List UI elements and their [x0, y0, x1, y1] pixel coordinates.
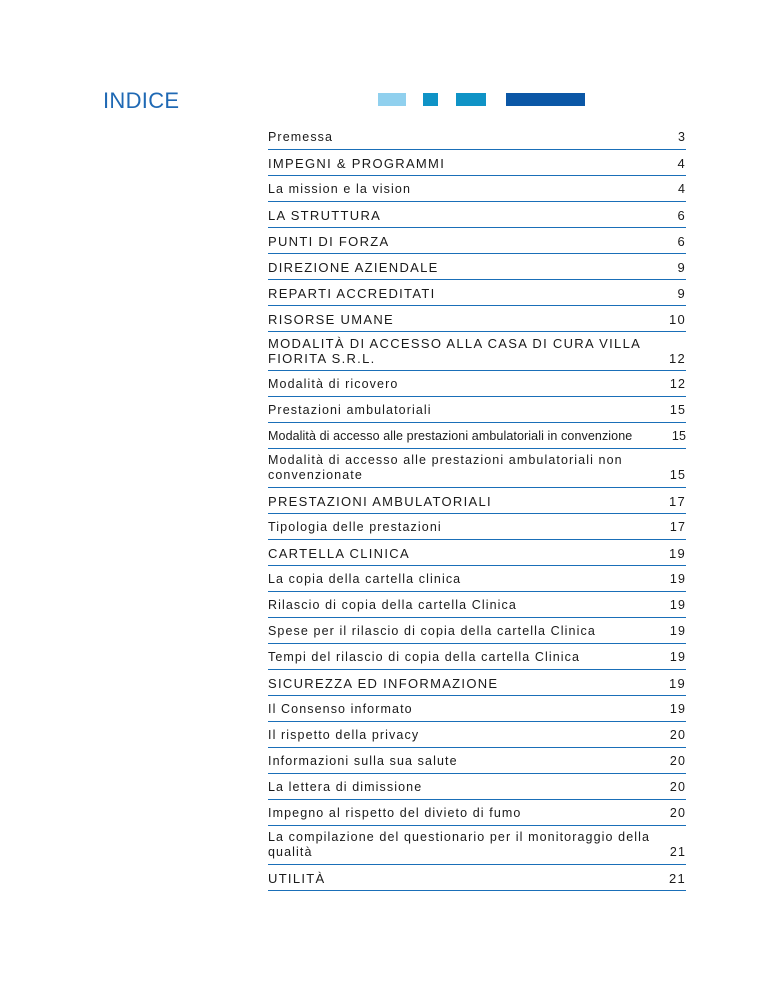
toc-entry[interactable] [268, 280, 686, 306]
toc-entry-label: RISORSE UMANE [268, 312, 394, 327]
toc-entry-label: IMPEGNI & PROGRAMMI [268, 156, 446, 171]
toc-entry-page: 6 [677, 234, 686, 249]
toc-entry-label: Impegno al rispetto del divieto di fumo [268, 806, 522, 820]
toc-entry[interactable] [268, 371, 686, 397]
toc-entry-label: REPARTI ACCREDITATI [268, 286, 436, 301]
decor-bar-1 [378, 93, 406, 106]
toc-entry[interactable] [268, 202, 686, 228]
toc-entry-label: SICUREZZA ED INFORMAZIONE [268, 676, 499, 691]
toc-entry[interactable] [268, 696, 686, 722]
toc-entry-page: 12 [668, 351, 686, 366]
toc-entry-label: CARTELLA CLINICA [268, 546, 410, 561]
toc-entry-page: 19 [669, 598, 686, 612]
toc-entry[interactable] [268, 865, 686, 891]
toc-entry-page: 19 [669, 572, 686, 586]
toc-entry[interactable] [268, 800, 686, 826]
toc-entry-page: 17 [668, 494, 686, 509]
toc-entry-page: 19 [668, 546, 686, 561]
table-of-contents [268, 124, 686, 891]
toc-entry-page: 19 [669, 624, 686, 638]
toc-entry-label: Tempi del rilascio di copia della cartella Clinica [268, 650, 581, 664]
toc-entry-label: Tipologia delle prestazioni [268, 520, 442, 534]
toc-entry-page: 4 [677, 182, 686, 196]
toc-entry-label: La copia della cartella clinica [268, 572, 462, 586]
toc-entry[interactable] [268, 644, 686, 670]
toc-entry[interactable] [268, 397, 686, 423]
toc-entry-label: La compilazione del questionario per il monitoraggio della qualità [268, 830, 651, 859]
toc-entry[interactable] [268, 540, 686, 566]
decor-bar-3 [456, 93, 486, 106]
toc-entry[interactable] [268, 124, 686, 150]
toc-entry-page: 10 [668, 312, 686, 327]
toc-entry[interactable] [268, 228, 686, 254]
toc-entry-label: Spese per il rilascio di copia della cartella Clinica [268, 624, 596, 638]
toc-entry[interactable] [268, 566, 686, 592]
toc-entry[interactable] [268, 150, 686, 176]
toc-entry-page: 20 [669, 806, 686, 820]
toc-entry-label: Modalità di accesso alle prestazioni ambulatoriali non convenzionate [268, 453, 623, 482]
toc-entry[interactable] [268, 592, 686, 618]
toc-entry-label: La lettera di dimissione [268, 780, 423, 794]
toc-entry[interactable] [268, 618, 686, 644]
decor-bar-2 [423, 93, 438, 106]
toc-entry[interactable] [268, 670, 686, 696]
toc-entry-label: DIREZIONE AZIENDALE [268, 260, 439, 275]
toc-entry-label: Modalità di ricovero [268, 377, 399, 391]
toc-entry[interactable] [268, 488, 686, 514]
toc-entry[interactable] [268, 176, 686, 202]
toc-entry-page: 20 [669, 728, 686, 742]
toc-entry[interactable] [268, 826, 686, 865]
toc-entry-label: Prestazioni ambulatoriali [268, 403, 432, 417]
toc-entry-page: 19 [669, 650, 686, 664]
toc-entry[interactable] [268, 449, 686, 488]
toc-entry-label: UTILITÀ [268, 871, 326, 886]
toc-entry[interactable] [268, 722, 686, 748]
toc-entry[interactable] [268, 423, 686, 449]
toc-entry[interactable] [268, 254, 686, 280]
toc-entry-label: Rilascio di copia della cartella Clinica [268, 598, 517, 612]
toc-entry-page: 15 [669, 468, 686, 482]
toc-entry-label: LA STRUTTURA [268, 208, 382, 223]
toc-entry-label: PUNTI DI FORZA [268, 234, 390, 249]
toc-entry[interactable] [268, 514, 686, 540]
toc-entry-label: MODALITÀ DI ACCESSO ALLA CASA DI CURA VILLA FIORITA S.R.L. [268, 336, 641, 366]
toc-entry-label: Modalità di accesso alle prestazioni ambulatoriali in convenzione [268, 429, 633, 443]
toc-entry-page: 12 [669, 377, 686, 391]
toc-entry-page: 6 [677, 208, 686, 223]
toc-entry[interactable] [268, 774, 686, 800]
toc-entry-page: 21 [668, 871, 686, 886]
toc-entry[interactable] [268, 748, 686, 774]
toc-entry-page: 15 [669, 403, 686, 417]
toc-entry-page: 20 [669, 754, 686, 768]
toc-entry-page: 3 [677, 130, 686, 144]
toc-entry-page: 9 [677, 260, 686, 275]
toc-entry-label: Il Consenso informato [268, 702, 413, 716]
toc-entry-label: PRESTAZIONI AMBULATORIALI [268, 494, 492, 509]
toc-entry[interactable] [268, 332, 686, 371]
toc-entry-page: 17 [669, 520, 686, 534]
toc-entry-page: 4 [677, 156, 686, 171]
toc-entry-page: 15 [671, 429, 686, 443]
toc-entry-page: 9 [677, 286, 686, 301]
toc-entry[interactable] [268, 306, 686, 332]
toc-entry-label: Premessa [268, 130, 334, 144]
toc-entry-page: 19 [668, 676, 686, 691]
toc-entry-page: 21 [669, 845, 686, 859]
toc-entry-page: 20 [669, 780, 686, 794]
decor-bar-4 [506, 93, 585, 106]
toc-entry-label: Il rispetto della privacy [268, 728, 420, 742]
toc-entry-label: Informazioni sulla sua salute [268, 754, 458, 768]
toc-entry-label: La mission e la vision [268, 182, 412, 196]
page-title: INDICE [103, 88, 180, 113]
toc-entry-page: 19 [669, 702, 686, 716]
